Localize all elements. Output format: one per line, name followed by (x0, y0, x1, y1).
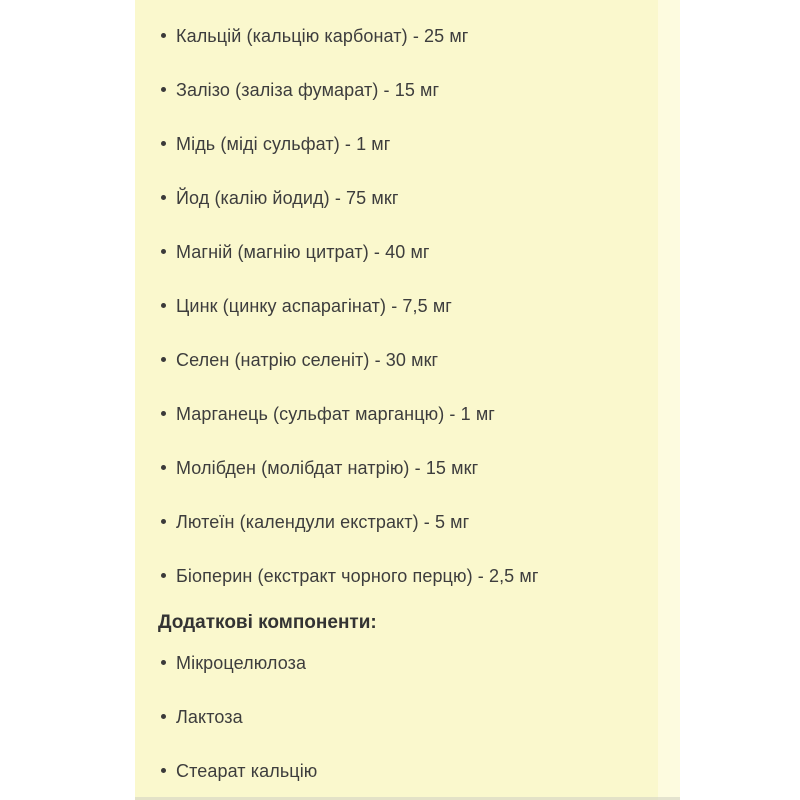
bullet-icon (161, 303, 166, 308)
list-item (135, 707, 680, 727)
bullet-icon (161, 195, 166, 200)
list-item-text: Цинк (цинку аспарагінат) - 7,5 мг (176, 296, 452, 316)
list-item (135, 458, 680, 478)
list-item-text: Лютеїн (календули екстракт) - 5 мг (176, 512, 470, 532)
bullet-icon (161, 249, 166, 254)
bullet-icon (161, 519, 166, 524)
list-item (135, 188, 680, 208)
list-item (135, 653, 680, 673)
list-item-text: Залізо (заліза фумарат) - 15 мг (176, 80, 440, 100)
bullet-icon (161, 141, 166, 146)
list-item-text: Селен (натрію селеніт) - 30 мкг (176, 350, 439, 370)
list-item-text: Лактоза (176, 707, 243, 727)
bullet-icon (161, 714, 166, 719)
list-item (135, 350, 680, 370)
list-item (135, 512, 680, 532)
bullet-icon (161, 33, 166, 38)
list-item (135, 404, 680, 424)
bullet-icon (161, 573, 166, 578)
list-item-text: Кальцій (кальцію карбонат) - 25 мг (176, 26, 469, 46)
list-item (135, 761, 680, 781)
bullet-icon (161, 357, 166, 362)
list-item-text: Магній (магнію цитрат) - 40 мг (176, 242, 430, 262)
bullet-icon (161, 411, 166, 416)
list-item-text: Мікроцелюлоза (176, 653, 307, 673)
list-item-text: Біоперин (екстракт чорного перцю) - 2,5 мг (176, 566, 539, 586)
list-item-text: Молібден (молібдат натрію) - 15 мкг (176, 458, 479, 478)
list-item (135, 242, 680, 262)
bullet-icon (161, 768, 166, 773)
minerals-list (135, 0, 680, 586)
list-item (135, 134, 680, 154)
list-item-text: Стеарат кальцію (176, 761, 318, 781)
bullet-icon (161, 465, 166, 470)
list-item (135, 296, 680, 316)
additional-components-heading: Додаткові компоненти: (158, 612, 377, 633)
list-item (135, 80, 680, 100)
additional-components-list (135, 653, 680, 781)
list-item (135, 26, 680, 46)
list-item-text: Йод (калію йодид) - 75 мкг (176, 188, 399, 208)
bullet-icon (161, 660, 166, 665)
ingredients-panel (135, 0, 680, 800)
list-item (135, 566, 680, 586)
bullet-icon (161, 87, 166, 92)
list-item-text: Марганець (сульфат марганцю) - 1 мг (176, 404, 495, 424)
list-item-text: Мідь (міді сульфат) - 1 мг (176, 134, 391, 154)
